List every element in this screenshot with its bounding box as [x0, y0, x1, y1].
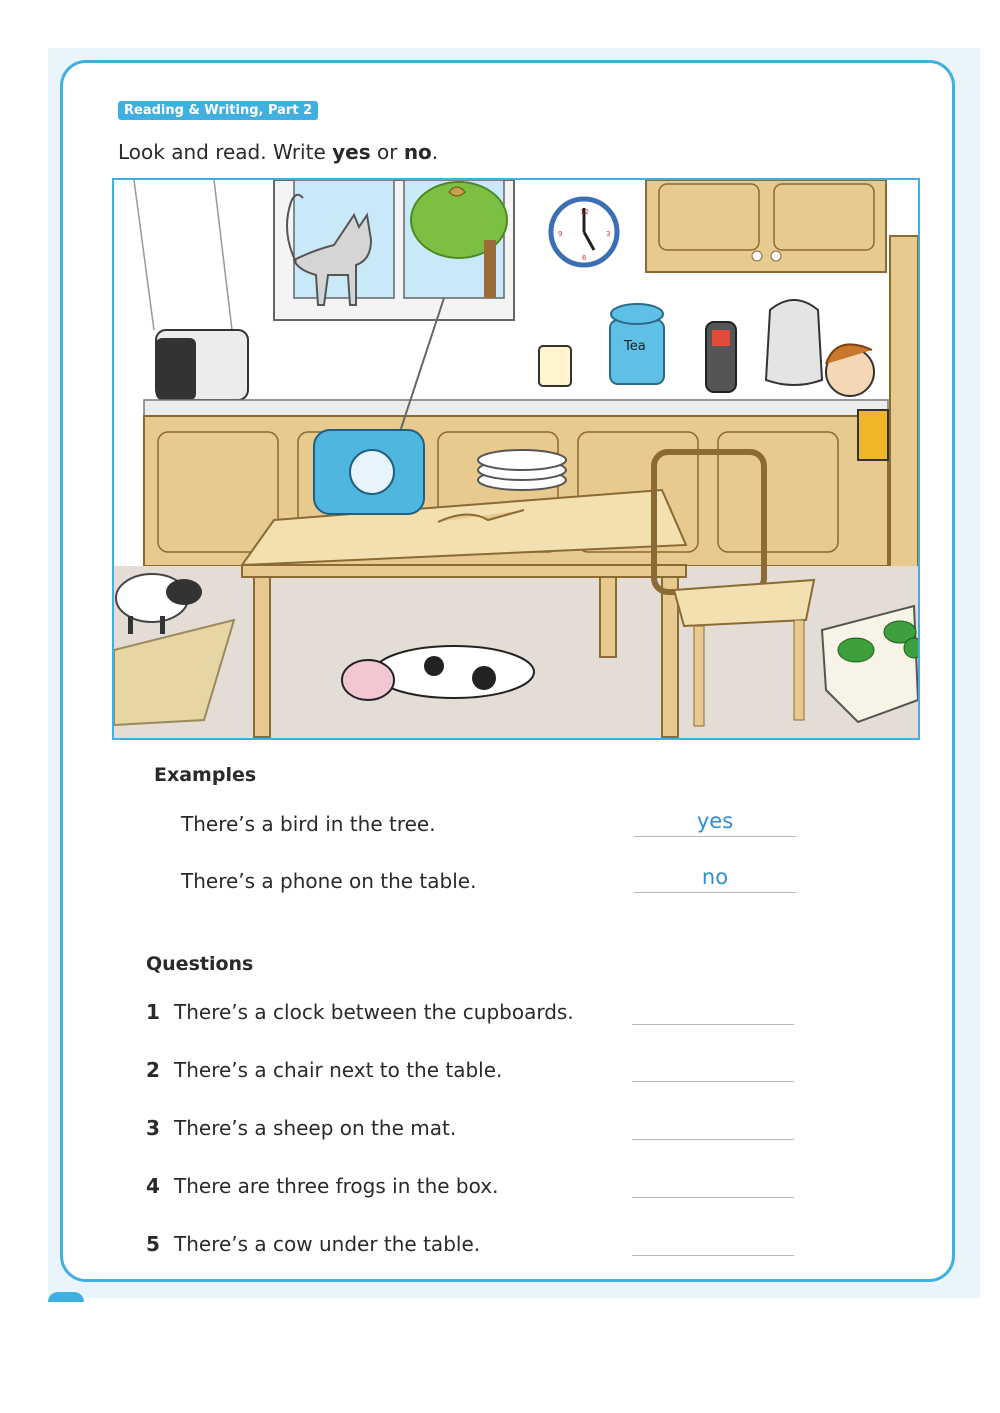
upper-cupboards: [646, 180, 886, 272]
question-4-number: 4: [146, 1174, 160, 1198]
counter: [144, 400, 888, 416]
question-4-text: There are three frogs in the box.: [174, 1174, 499, 1198]
instruction-or: or: [370, 140, 404, 164]
example-2-text: There’s a phone on the table.: [181, 869, 477, 893]
clock: [551, 199, 617, 265]
tea-jar: [610, 304, 664, 384]
questions-heading: Questions: [146, 953, 254, 975]
question-4-answer[interactable]: [632, 1167, 794, 1198]
tea-label: Tea: [624, 339, 646, 354]
question-2-text: There’s a chair next to the table.: [174, 1058, 503, 1082]
question-3-answer[interactable]: [632, 1109, 794, 1140]
question-2-answer[interactable]: [632, 1051, 794, 1082]
example-2-answer: no: [634, 862, 796, 893]
question-1-number: 1: [146, 1000, 160, 1024]
section-badge: Reading & Writing, Part 2: [118, 101, 318, 120]
instruction-yes: yes: [332, 140, 371, 164]
clock-9: 9: [558, 230, 563, 238]
question-1-answer[interactable]: [632, 994, 794, 1025]
kettle: [766, 300, 822, 385]
kitchen-picture: [112, 178, 920, 740]
question-3-number: 3: [146, 1116, 160, 1140]
instruction-text: Look and read. Write: [118, 140, 333, 164]
plates: [478, 450, 566, 490]
clock-12: 12: [580, 208, 589, 216]
example-1-answer: yes: [634, 806, 796, 837]
examples-heading: Examples: [154, 764, 257, 786]
instruction-no: no: [403, 140, 432, 164]
question-5-answer[interactable]: [632, 1225, 794, 1256]
instruction: [118, 140, 438, 164]
window: [274, 180, 514, 320]
clock-3: 3: [606, 230, 611, 238]
question-1-text: There’s a clock between the cupboards.: [174, 1000, 574, 1024]
question-5-text: There’s a cow under the table.: [174, 1232, 481, 1256]
clock-6: 6: [582, 254, 587, 262]
example-1-text: There’s a bird in the tree.: [181, 812, 436, 836]
page-number-tab: [48, 1292, 84, 1302]
question-5-number: 5: [146, 1232, 160, 1256]
instruction-end: .: [431, 140, 439, 164]
mug: [539, 346, 571, 386]
question-3-text: There’s a sheep on the mat.: [174, 1116, 457, 1140]
question-2-number: 2: [146, 1058, 160, 1082]
